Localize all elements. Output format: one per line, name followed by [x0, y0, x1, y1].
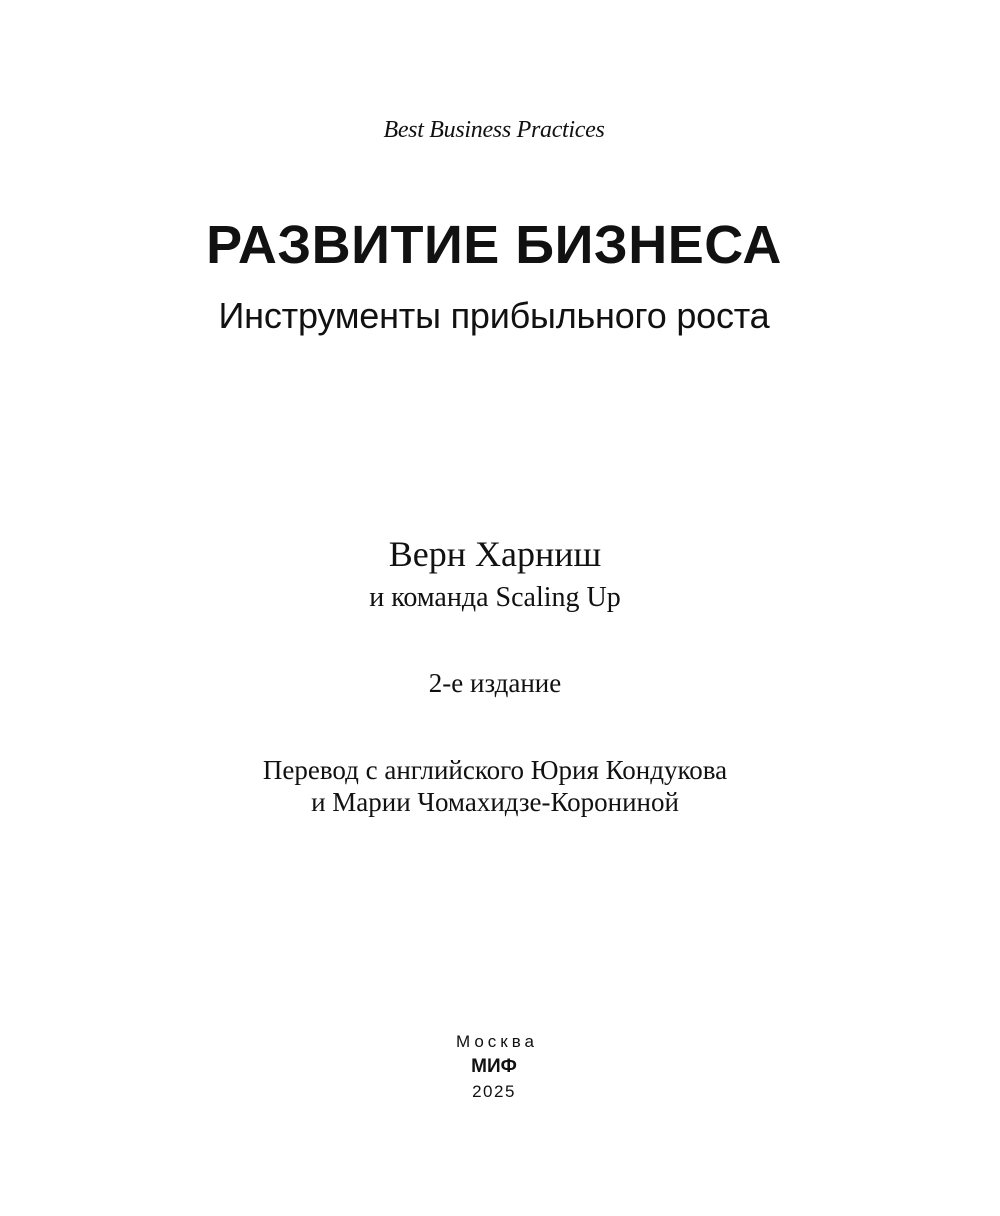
co-authors: и команда Scaling Up — [369, 582, 621, 613]
imprint-city: Москва — [455, 1032, 539, 1051]
translation-credit-line-2: и Марии Чомахидзе-Корониной — [311, 787, 679, 817]
edition-label: 2-е издание — [428, 668, 562, 698]
book-subtitle: Инструменты прибыльного роста — [218, 295, 770, 336]
series-name: Best Business Practices — [383, 117, 605, 143]
imprint-publisher: МИФ — [471, 1056, 517, 1077]
imprint-year: 2025 — [472, 1082, 516, 1101]
author-name: Верн Харниш — [388, 534, 602, 574]
translation-credit-line-1: Перевод с английского Юрия Кондукова — [262, 755, 728, 785]
book-title: РАЗВИТИЕ БИЗНЕСА — [206, 215, 782, 275]
